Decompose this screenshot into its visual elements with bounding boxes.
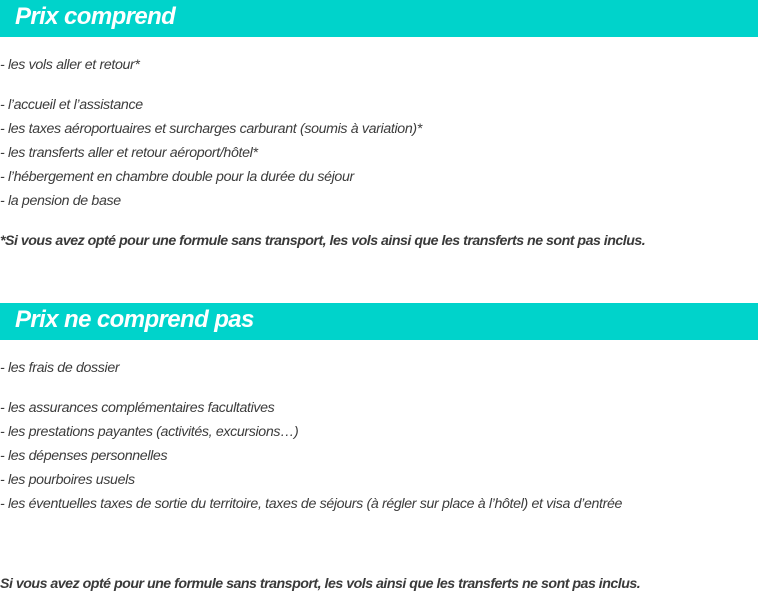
transport-note: Si vous avez opté pour une formule sans transport, les vols ainsi que les transferts ne sont pas inclus. bbox=[0, 576, 641, 592]
section-title: Prix comprend bbox=[15, 3, 176, 30]
section-header-included bbox=[0, 0, 758, 37]
list-item: - les prestations payantes (activités, excursions…) bbox=[0, 424, 299, 440]
list-item: - les vols aller et retour* bbox=[0, 57, 140, 73]
list-item: - les transferts aller et retour aéroport/hôtel* bbox=[0, 145, 258, 161]
list-item: - les frais de dossier bbox=[0, 360, 120, 376]
list-item: - les taxes aéroportuaires et surcharges carburant (soumis à variation)* bbox=[0, 121, 422, 137]
list-item: - les pourboires usuels bbox=[0, 472, 135, 488]
list-item: - la pension de base bbox=[0, 193, 121, 209]
list-item: - les éventuelles taxes de sortie du territoire, taxes de séjours (à régler sur place à l’hôtel) et visa d’entrée bbox=[0, 496, 623, 512]
list-item: - les dépenses personnelles bbox=[0, 448, 168, 464]
section-title: Prix ne comprend pas bbox=[15, 306, 254, 333]
list-item: - les assurances complémentaires facultatives bbox=[0, 400, 275, 416]
section-header-not-included bbox=[0, 303, 758, 340]
list-item: - l’hébergement en chambre double pour la durée du séjour bbox=[0, 169, 354, 185]
transport-note: *Si vous avez opté pour une formule sans transport, les vols ainsi que les transferts ne sont pas inclus. bbox=[0, 233, 646, 249]
list-item: - l’accueil et l’assistance bbox=[0, 97, 143, 113]
